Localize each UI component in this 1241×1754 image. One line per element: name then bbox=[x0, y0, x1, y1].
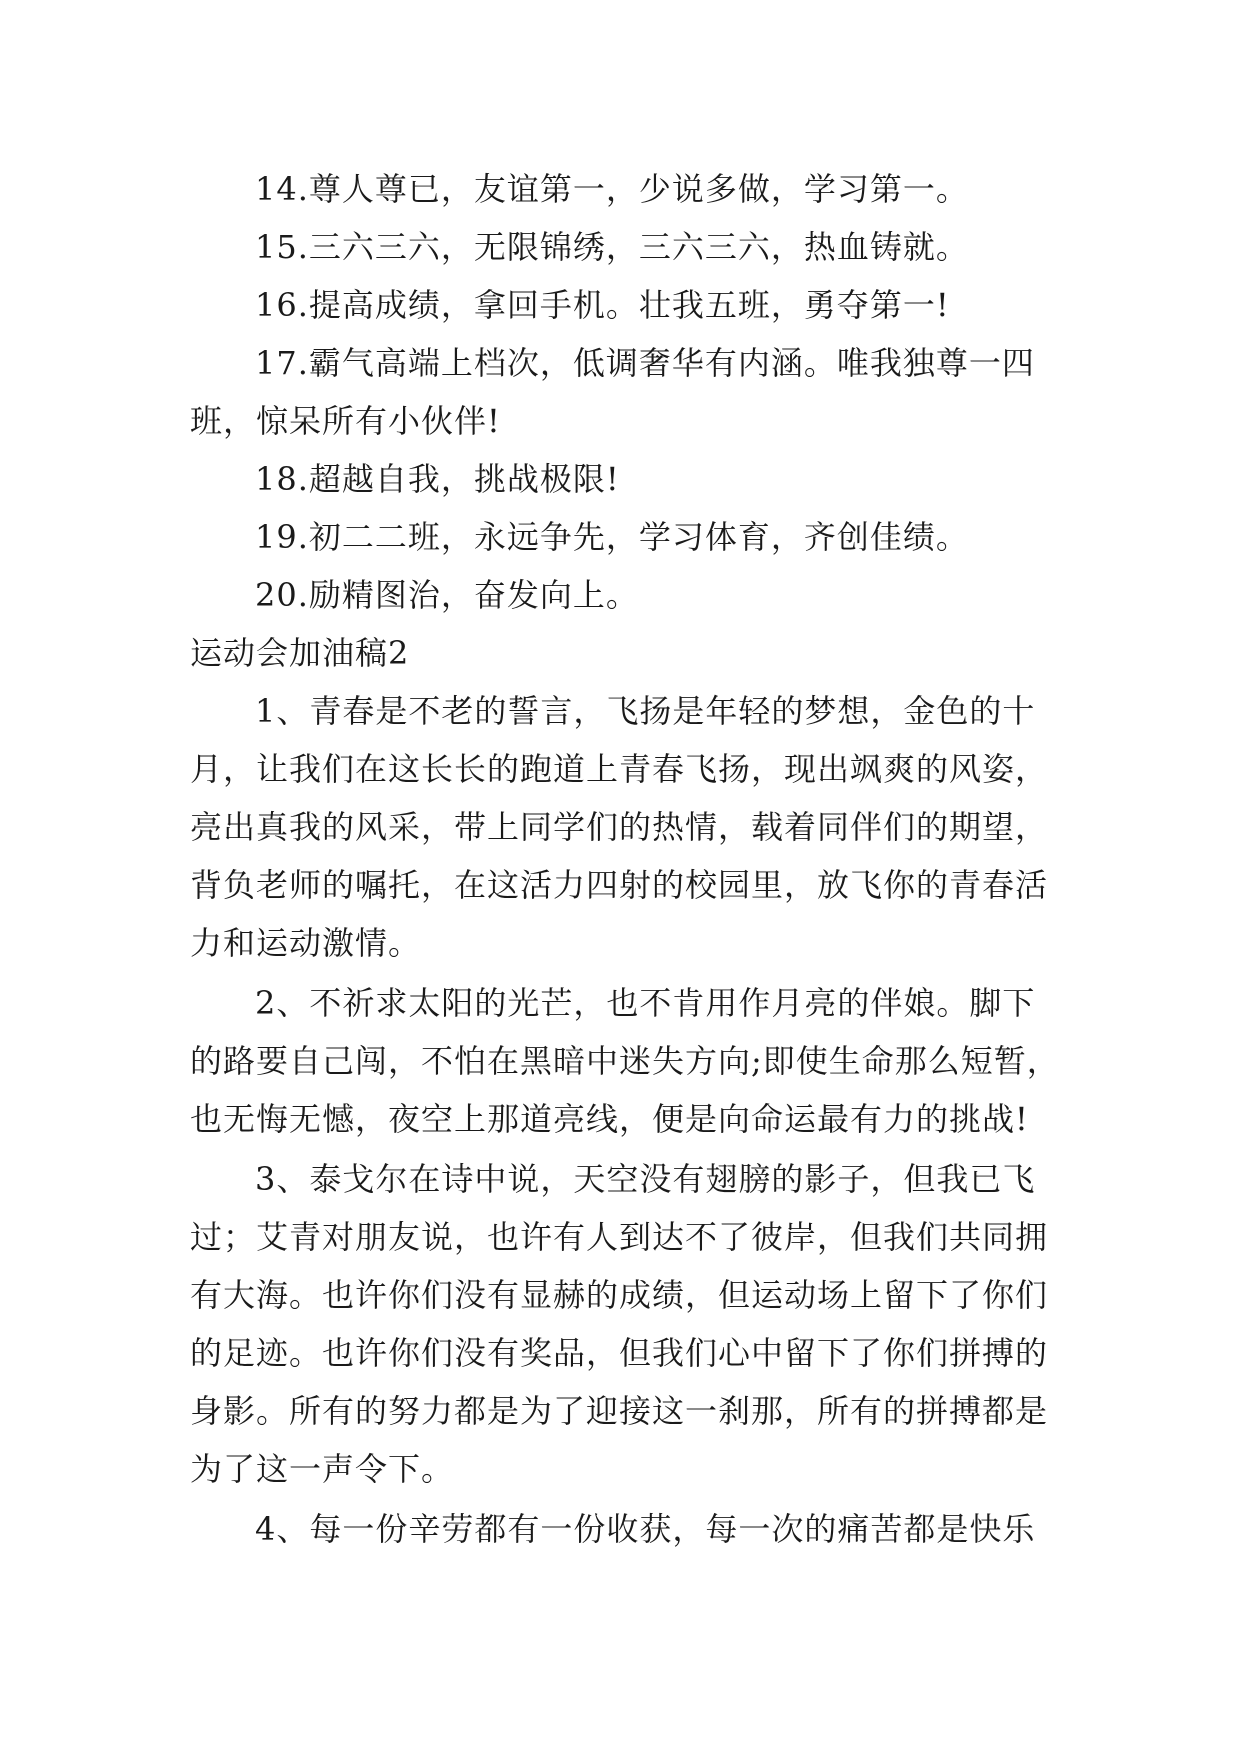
paragraph-line: 亮出真我的风采，带上同学们的热情，载着同伴们的期望， bbox=[190, 808, 1049, 846]
section-title: 运动会加油稿2 bbox=[190, 634, 410, 672]
paragraph-line: 月，让我们在这长长的跑道上青春飞扬，现出飒爽的风姿， bbox=[190, 750, 1049, 788]
slogan-18: 18.超越自我，挑战极限! bbox=[255, 460, 620, 498]
paragraph-line: 3、泰戈尔在诗中说，天空没有翅膀的影子，但我已飞 bbox=[255, 1160, 1036, 1198]
paragraph-2 bbox=[190, 974, 1060, 1148]
paragraph-line: 有大海。也许你们没有显赫的成绩，但运动场上留下了你们 bbox=[190, 1276, 1049, 1314]
paragraph-1 bbox=[190, 682, 1052, 972]
slogan-14: 14.尊人尊已，友谊第一，少说多做，学习第一。 bbox=[255, 170, 969, 208]
paragraph-line: 2、不祈求太阳的光芒，也不肯用作月亮的伴娘。脚下 bbox=[255, 984, 1036, 1022]
paragraph-4 bbox=[190, 1500, 1052, 1558]
slogan-16: 16.提高成绩，拿回手机。壮我五班，勇夺第一! bbox=[255, 286, 950, 324]
paragraph-line: 过；艾青对朋友说，也许有人到达不了彼岸，但我们共同拥 bbox=[190, 1218, 1049, 1256]
paragraph-line: 背负老师的嘱托，在这活力四射的校园里，放飞你的青春活 bbox=[190, 866, 1049, 904]
paragraph-line: 也无悔无憾，夜空上那道亮线，便是向命运最有力的挑战! bbox=[190, 1100, 1029, 1138]
paragraph-line: 的足迹。也许你们没有奖品，但我们心中留下了你们拼搏的 bbox=[190, 1334, 1049, 1372]
slogan-15: 15.三六三六，无限锦绣，三六三六，热血铸就。 bbox=[255, 228, 969, 266]
paragraph-line: 1、青春是不老的誓言，飞扬是年轻的梦想，金色的十 bbox=[255, 692, 1036, 730]
paragraph-line: 的路要自己闯，不怕在黑暗中迷失方向;即使生命那么短暂， bbox=[190, 1042, 1060, 1080]
slogan-20: 20.励精图治，奋发向上。 bbox=[255, 576, 639, 614]
paragraph-3 bbox=[190, 1150, 1052, 1498]
document-page bbox=[190, 160, 1060, 1558]
paragraph-line: 4、每一份辛劳都有一份收获，每一次的痛苦都是快乐 bbox=[255, 1510, 1036, 1548]
slogan-19: 19.初二二班，永远争先，学习体育，齐创佳绩。 bbox=[255, 518, 969, 556]
slogan-17-line-2: 班，惊呆所有小伙伴! bbox=[190, 402, 501, 440]
paragraph-line: 力和运动激情。 bbox=[190, 924, 422, 962]
paragraph-line: 身影。所有的努力都是为了迎接这一刹那，所有的拼搏都是 bbox=[190, 1392, 1049, 1430]
slogan-17-line-1: 17.霸气高端上档次，低调奢华有内涵。唯我独尊一四 bbox=[255, 344, 1035, 382]
paragraph-line: 为了这一声令下。 bbox=[190, 1450, 455, 1488]
